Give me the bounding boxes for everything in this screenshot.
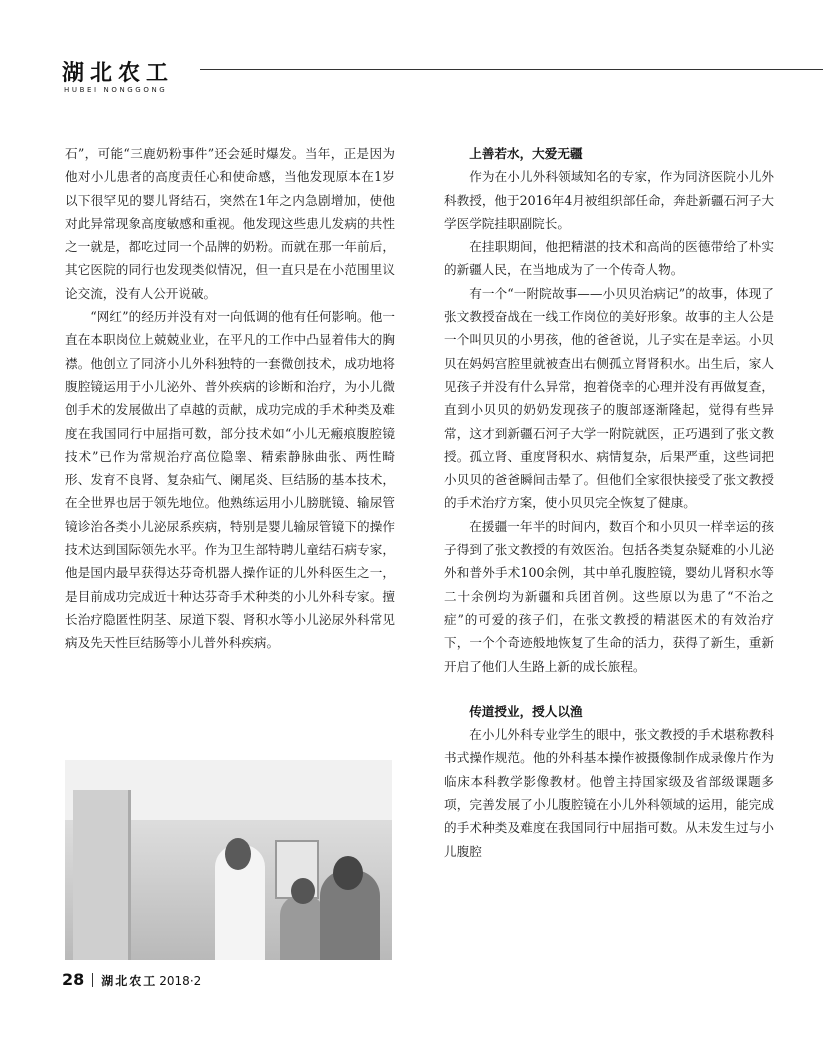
section-gap (444, 678, 774, 700)
right-paragraph-2: 在挂职期间，他把精湛的技术和高尚的医德带给了朴实的新疆人民，在当地成为了一个传奇人物。 (444, 239, 774, 278)
magazine-logo: 湖北农工 (62, 60, 175, 86)
page-footer (62, 970, 201, 994)
section-heading-2: 传道授业，授人以渔 (469, 703, 583, 719)
left-column (65, 142, 395, 655)
right-paragraph-1: 作为在小儿外科领域知名的专家，作为同济医院小儿外科教授，他于2016年4月被组织部任命，奔赴新疆石河子大学医学院挂职副院长。 (444, 169, 774, 231)
footer-issue: 2018·2 (159, 974, 202, 988)
section-heading-1: 上善若水，大爱无疆 (469, 146, 583, 161)
header-rule (200, 69, 823, 70)
footer-separator (92, 973, 93, 987)
left-paragraph-1: 石”，可能“三鹿奶粉事件”还会延时爆发。当年，正是因为他对小儿患者的高度责任心和使命感，当他发现原本在1岁以下很罕见的婴儿肾结石，突然在1年之内急剧增加，使他对此异常现象高度敏感和重视。他发现这些患儿发病的共性之一就是，都吃过同一个品牌的奶粉。而就在那一年前后，其它医院的同行也发现类似情况，但一直只是在小范围里议论交流，没有人公开说破。 (65, 146, 395, 301)
right-paragraph-5: 在小儿外科专业学生的眼中，张文教授的手术堪称教科书式操作规范。他的外科基本操作被摄像制作成录像片作为临床本科教学影像教材。他曾主持国家级及省部级课题多项，完善发展了小儿腹腔镜在小儿外科领域的运用，能完成的手术种类及难度在我国同行中屈指可数。从未发生过与小儿腹腔 (444, 727, 774, 859)
magazine-logo-subtitle: HUBEI NONGGONG (64, 86, 168, 94)
article-photo (65, 760, 392, 960)
right-column (444, 142, 774, 863)
page-header (62, 56, 762, 96)
left-paragraph-2: “网红”的经历并没有对一向低调的他有任何影响。他一直在本职岗位上兢兢业业，在平凡的工作中凸显着伟大的胸襟。他创立了同济小儿外科独特的一套微创技术，成功地将腹腔镜运用于小儿泌外、普外疾病的诊断和治疗，为小儿微创手术的发展做出了卓越的贡献，成功完成的手术种类及难度在我国同行中屈指可数，部分技术如“小儿无瘢痕腹腔镜技术”已作为常规治疗高位隐睾、精索静脉曲张、两性畸形、发育不良肾、复杂疝气、阑尾炎、巨结肠的基本技术，在全世界也居于领先地位。他熟练运用小儿膀胱镜、输尿管镜诊治各类小儿泌尿系疾病，特别是婴儿输尿管镜下的操作技术达到国际领先水平。作为卫生部特聘儿童结石病专家，他是国内最早获得达芬奇机器人操作证的儿外科医生之一，是目前成功完成近十种达芬奇手术种类的小儿外科专家。擅长治疗隐匿性阴茎、尿道下裂、肾积水等小儿泌尿外科常见病及先天性巨结肠等小儿普外科疾病。 (65, 309, 395, 651)
right-paragraph-4: 在援疆一年半的时间内，数百个和小贝贝一样幸运的孩子得到了张文教授的有效医治。包括各类复杂疑难的小儿泌外和普外手术100余例，其中单孔腹腔镜，婴幼儿肾积水等二十余例均为新疆和兵团首例。这些原以为患了“不治之症”的可爱的孩子们，在张文教授的精湛医术的有效治疗下，一个个奇迹般地恢复了生命的活力，获得了新生，重新开启了他们人生路上新的成长旅程。 (444, 518, 774, 674)
right-paragraph-3: 有一个“一附院故事——小贝贝治病记”的故事，体现了张文教授奋战在一线工作岗位的美好形象。故事的主人公是一个叫贝贝的小男孩，他的爸爸说，儿子实在是幸运。小贝贝在妈妈宫腔里就被查出右侧孤立肾肾积水。出生后，家人见孩子并没有什么异常，抱着侥幸的心理并没有再做复查，直到小贝贝的奶奶发现孩子的腹部逐渐隆起，觉得有些异常，这才到新疆石河子大学一附院就医，正巧遇到了张文教授。孤立肾、重度肾积水、病情复杂，后果严重，这些词把小贝贝的爸爸瞬间击晕了。但他们全家很快接受了张文教授的手术治疗方案，使小贝贝完全恢复了健康。 (444, 285, 774, 511)
page-number: 28 (62, 970, 85, 989)
footer-magazine-title: 湖北农工 (101, 974, 158, 988)
